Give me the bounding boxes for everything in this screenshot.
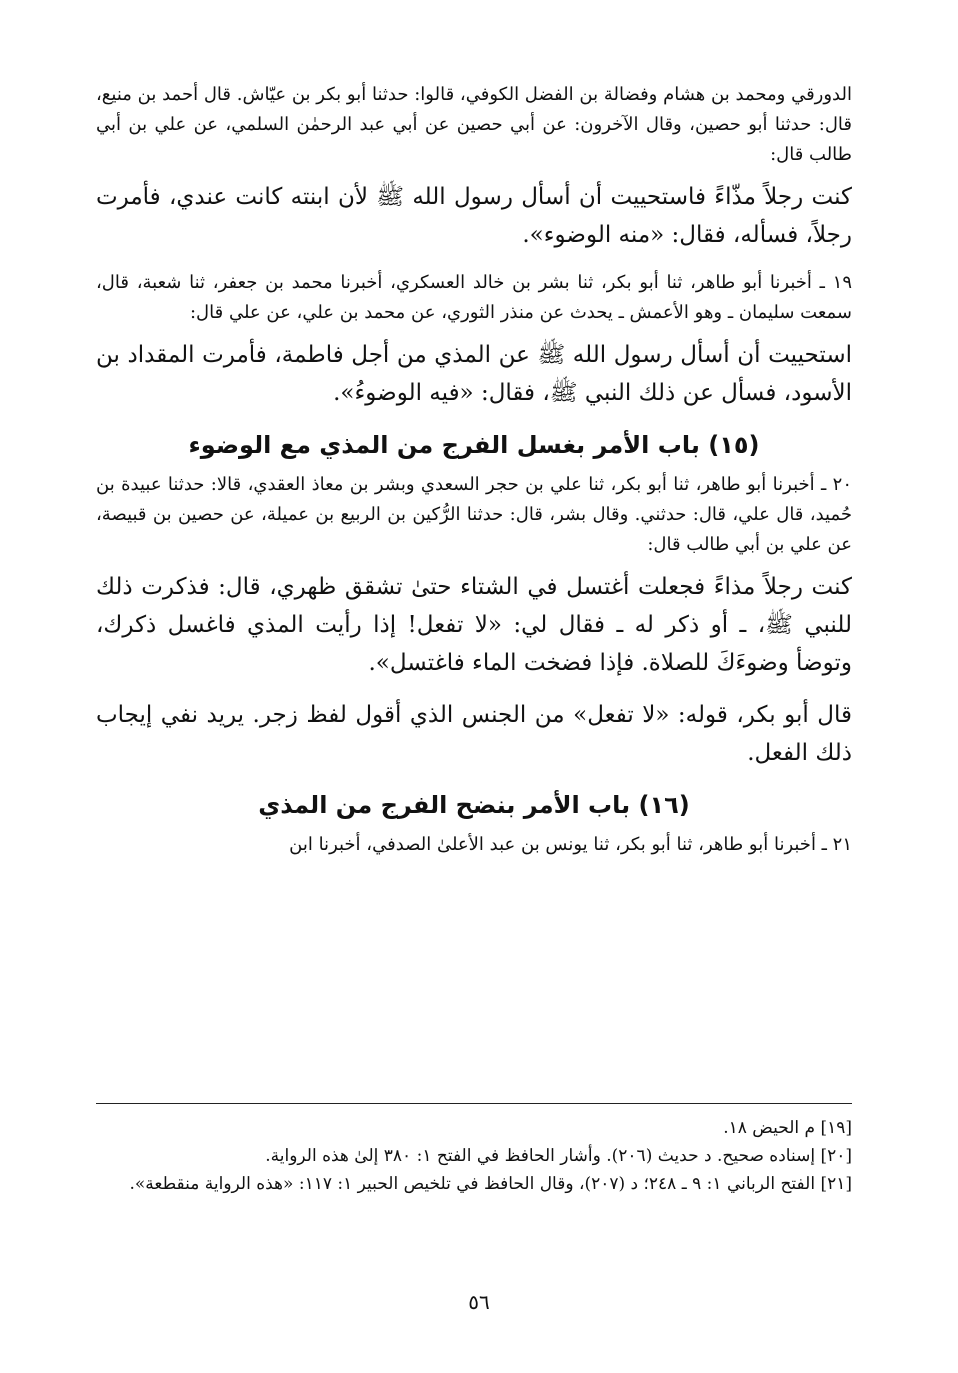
chapter-heading-16: (١٦) باب الأمر بنضح الفرج من المذي [258, 791, 690, 819]
hadith-text-19: استحييت أن أسأل رسول الله ﷺ عن المذي من أجل فاطمة، فأمرت المقداد بن الأسود، فسأل عن ذلك النبي ﷺ، فقال: «فيه الوضوءُ». [96, 342, 852, 406]
footnote-20: [٢٠] إسناده صحيح. د حديث (٢٠٦). وأشار الحافظ في الفتح ١: ٣٨٠ إلىٰ هذه الرواية. [265, 1146, 852, 1166]
isnad-paragraph-19: ١٩ ـ أخبرنا أبو طاهر، ثنا أبو بكر، ثنا بشر بن خالد العسكري، أخبرنا محمد بن جعفر، ثنا شعبة، قال، سمعت سليمان ـ وهو الأعمش ـ يحدث عن منذر الثوري، عن محمد بن علي، عن علي قال: [96, 272, 852, 323]
page-number: ٥٦ [468, 1290, 490, 1314]
hadith-text: كنت رجلاً مذّاءً فاستحييت أن أسأل رسول الله ﷺ لأن ابنته كانت عندي، فأمرت رجلاً، فسأله، فقال: «منه الوضوء». [96, 184, 852, 248]
footnotes [96, 1103, 852, 1198]
hadith-text-20: كنت رجلاً مذاءً فجعلت أغتسل في الشتاء حتىٰ تشقق ظهري، قال: فذكرت ذلك للنبي ﷺ، ـ أو ذكر له ـ فقال لي: «لا تفعل! إذا رأيت المذي فاغسل ذكرك، وتوضأ وضوءَكَ للصلاة. فإذا فضخت الماء فاغتسل». [96, 574, 852, 676]
isnad-paragraph-21: ٢١ ـ أخبرنا أبو طاهر، ثنا أبو بكر، ثنا يونس بن عبد الأعلىٰ الصدفي، أخبرنا ابن [289, 834, 852, 855]
chapter-heading-15: (١٥) باب الأمر بغسل الفرج من المذي مع الوضوء [188, 431, 760, 459]
commentary-20: قال أبو بكر، قوله: «لا تفعل» من الجنس الذي أقول لفظ زجر. يريد نفي إيجاب ذلك الفعل. [96, 702, 852, 766]
isnad-paragraph: الدورقي ومحمد بن هشام وفضالة بن الفضل الكوفي، قالوا: حدثنا أبو بكر بن عيّاش. قال أحمد بن منيع، قال: حدثنا أبو حصين، وقال الآخرون: عن أبي حصين عن أبي عبد الرحمٰن السلمي، عن علي بن أبي طالب قال: [96, 84, 852, 165]
footnote-21: [٢١] الفتح الرباني ١: ٩ ـ ٢٤٨؛ د (٢٠٧)، وقال الحافظ في تلخيص الحبير ١: ١١٧: «هذه الرواية منقطعة». [129, 1174, 852, 1194]
isnad-paragraph-20: ٢٠ ـ أخبرنا أبو طاهر، ثنا أبو بكر، ثنا علي بن حجر السعدي وبشر بن معاذ العقدي، قالا: حدثنا عبيدة بن حُميد، قال علي، قال: حدثني. وقال بشر، قال: حدثنا الرُّكين بن الربيع بن عميلة، عن حصين بن قبيصة، عن علي بن أبي طالب قال: [96, 474, 852, 555]
footnote-19: [١٩] م الحيض ١٨. [723, 1118, 852, 1138]
page-body [96, 80, 852, 860]
